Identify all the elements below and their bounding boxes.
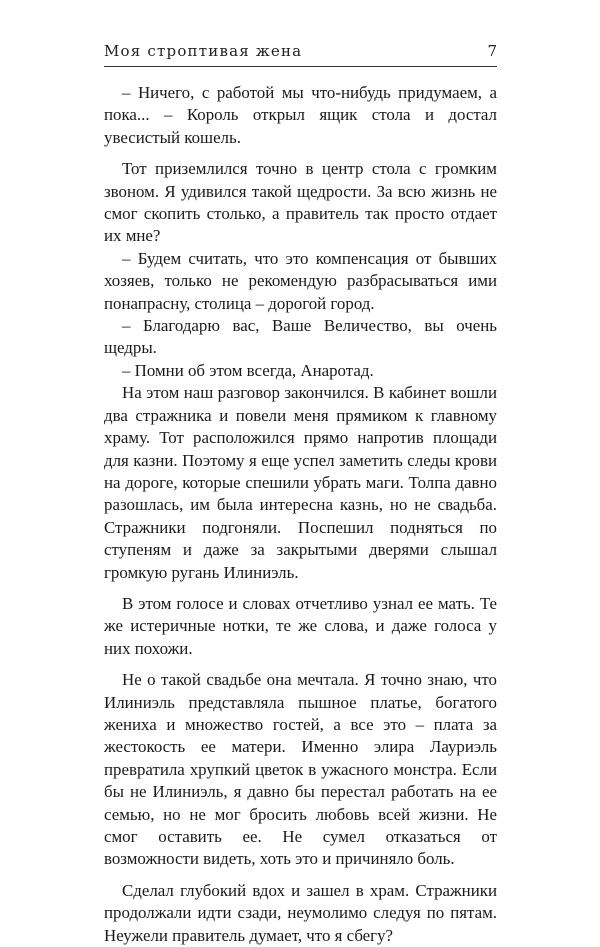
- paragraph-4: – Благодарю вас, Ваше Величество, вы очень щедры.: [104, 316, 497, 358]
- body-text: [104, 82, 497, 947]
- page-header: [104, 42, 497, 66]
- page-number: 7: [487, 42, 497, 60]
- header-rule: [104, 66, 497, 67]
- paragraph-7: В этом голосе и словах отчетливо узнал ее мать. Те же истеричные нотки, те же слова, и даже голоса у них похожи.: [104, 593, 497, 658]
- paragraph-1: – Ничего, с работой мы что-нибудь придумаем, а пока... – Король открыл ящик стола и достал увесистый кошель.: [104, 83, 497, 147]
- paragraph-3: – Будем считать, что это компенсация от бывших хозяев, только не рекомендую разбрасываться ими понапрасну, столица – дорогой город.: [104, 248, 497, 313]
- paragraph-2: Тот приземлился точно в центр стола с громким звоном. Я удивился такой щедрости. За всю жизнь не смог скопить столько, а правитель так просто отдает их мне?: [104, 159, 497, 246]
- paragraph-6: На этом наш разговор закончился. В кабинет вошли два стражника и повели меня прямиком к главному храму. Тот расположился прямо напротив площади для казни. Поэтому я еще успел заметить следы крови на дороге, которые спешили убрать маги. Толпа давно разошлась, им была интересна казнь, но не свадьба. Стражники подгоняли. Поспешил подняться по ступеням и даже за закрытыми дверями слышал громкую ругань Илиниэль.: [104, 383, 497, 582]
- running-title: Моя строптивая жена: [104, 42, 303, 60]
- paragraph-8: Не о такой свадьбе она мечтала. Я точно знаю, что Илиниэль представляла пышное платье, богатого жениха и множество гостей, а все это – плата за жестокость ее матери. Именно элира Лауриэль превратила хрупкий цветок в ужасного монстра. Если бы не Илиниэль, я давно бы перестал работать на ее семью, но не мог бросить любовь всей жизни. Не смог оставить ее. Не сумел отказаться от возможности видеть, хоть это и причиняло боль.: [104, 670, 497, 869]
- paragraph-5: – Помни об этом всегда, Анаротад.: [122, 360, 374, 380]
- paragraph-9: Сделал глубокий вдох и зашел в храм. Стражники продолжали идти сзади, неумолимо следуя по пятам. Неужели правитель думает, что я сбегу?: [104, 880, 497, 945]
